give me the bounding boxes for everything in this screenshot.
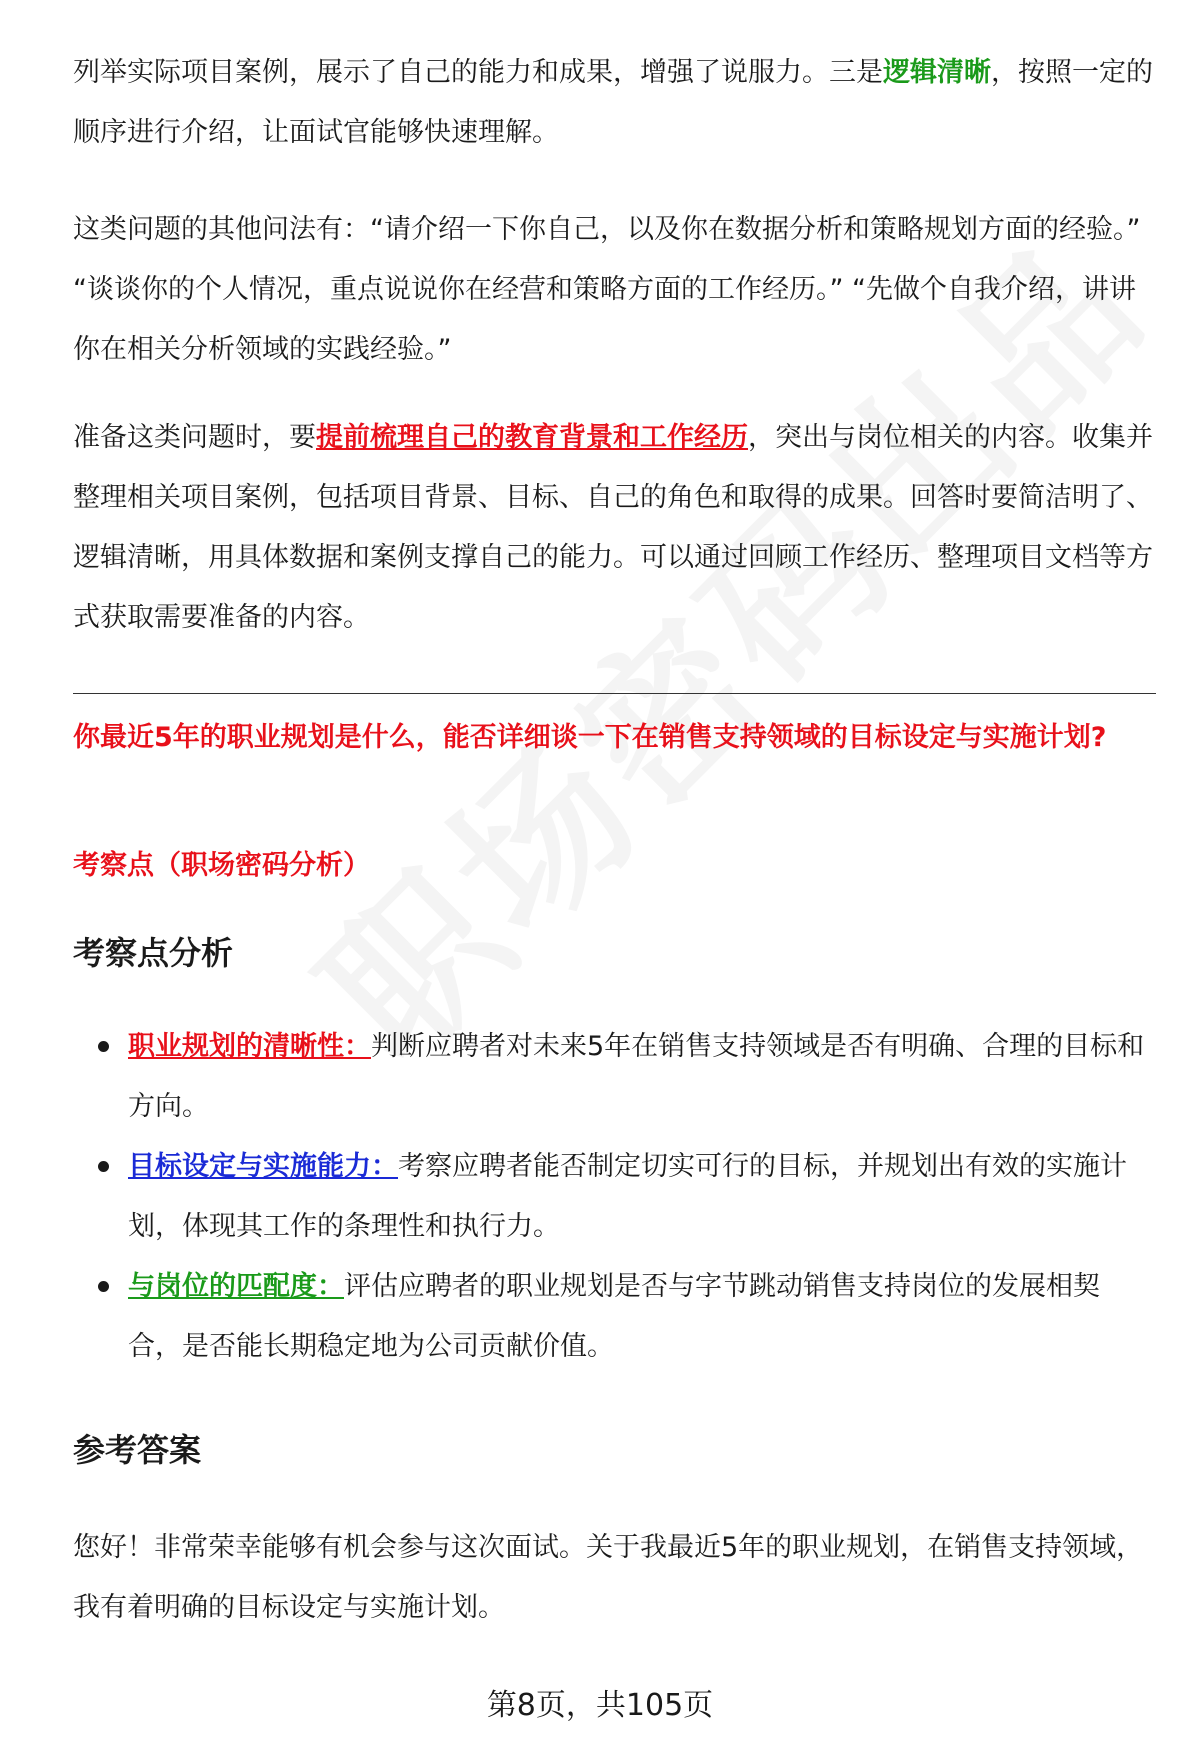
question-title: 你最近5年的职业规划是什么，能否详细谈一下在销售支持领域的目标设定与实施计划? — [73, 722, 1107, 753]
bullet-label: 目标设定与实施能力： — [128, 1151, 398, 1182]
section-divider — [73, 693, 1156, 694]
exam-point-label: 考察点（职场密码分析） — [73, 850, 370, 881]
intro-p3-text-a: 准备这类问题时，要 — [73, 422, 316, 453]
intro-p1-text-b: ，按照一定的顺序进行介绍，让面试官能够快速理解。 — [73, 57, 1153, 148]
intro-p1-text-a: 列举实际项目案例，展示了自己的能力和成果，增强了说服力。三是 — [73, 57, 883, 88]
bullet-icon — [98, 1041, 109, 1052]
intro-paragraph-2: 这类问题的其他问法有：“请介绍一下你自己，以及你在数据分析和策略规划方面的经验。” “谈谈你的个人情况，重点说说你在经营和策略方面的工作经历。” “先做个自我介绍，讲讲你在相关分析领域的实践经验。” — [73, 214, 1141, 365]
bullet-text: 判断应聘者对未来5年在销售支持领域是否有明确、合理的目标和方向。 — [128, 1031, 1145, 1122]
list-item — [73, 1257, 1153, 1377]
bullet-icon — [98, 1281, 109, 1292]
bullet-label: 与岗位的匹配度： — [128, 1271, 344, 1302]
list-item — [73, 1137, 1153, 1257]
analysis-heading: 考察点分析 — [73, 934, 234, 972]
bullet-text: 考察应聘者能否制定切实可行的目标，并规划出有效的实施计划，体现其工作的条理性和执行力。 — [128, 1151, 1127, 1242]
intro-p3-text-b: ，突出与岗位相关的内容。收集并整理相关项目案例，包括项目背景、目标、自己的角色和取得的成果。回答时要简洁明了、逻辑清晰，用具体数据和案例支撑自己的能力。可以通过回顾工作经历、整理项目文档等方式获取需要准备的内容。 — [73, 422, 1153, 633]
bullet-icon — [98, 1161, 109, 1172]
bullet-text: 评估应聘者的职业规划是否与字节跳动销售支持岗位的发展相契合，是否能长期稳定地为公司贡献价值。 — [128, 1271, 1100, 1362]
answer-heading: 参考答案 — [73, 1431, 202, 1469]
prep-highlight: 提前梳理自己的教育背景和工作经历 — [316, 422, 748, 453]
logic-clear-highlight: 逻辑清晰 — [883, 57, 991, 88]
answer-paragraph: 您好！非常荣幸能够有机会参与这次面试。关于我最近5年的职业规划，在销售支持领域，我有着明确的目标设定与实施计划。 — [73, 1532, 1144, 1623]
list-item — [73, 1017, 1153, 1137]
intro-paragraph-3 — [73, 408, 1153, 648]
page-number: 第8页，共105页 — [486, 1688, 714, 1723]
analysis-list — [73, 1017, 1153, 1377]
bullet-label: 职业规划的清晰性： — [128, 1031, 371, 1062]
intro-paragraph-1 — [73, 43, 1153, 163]
